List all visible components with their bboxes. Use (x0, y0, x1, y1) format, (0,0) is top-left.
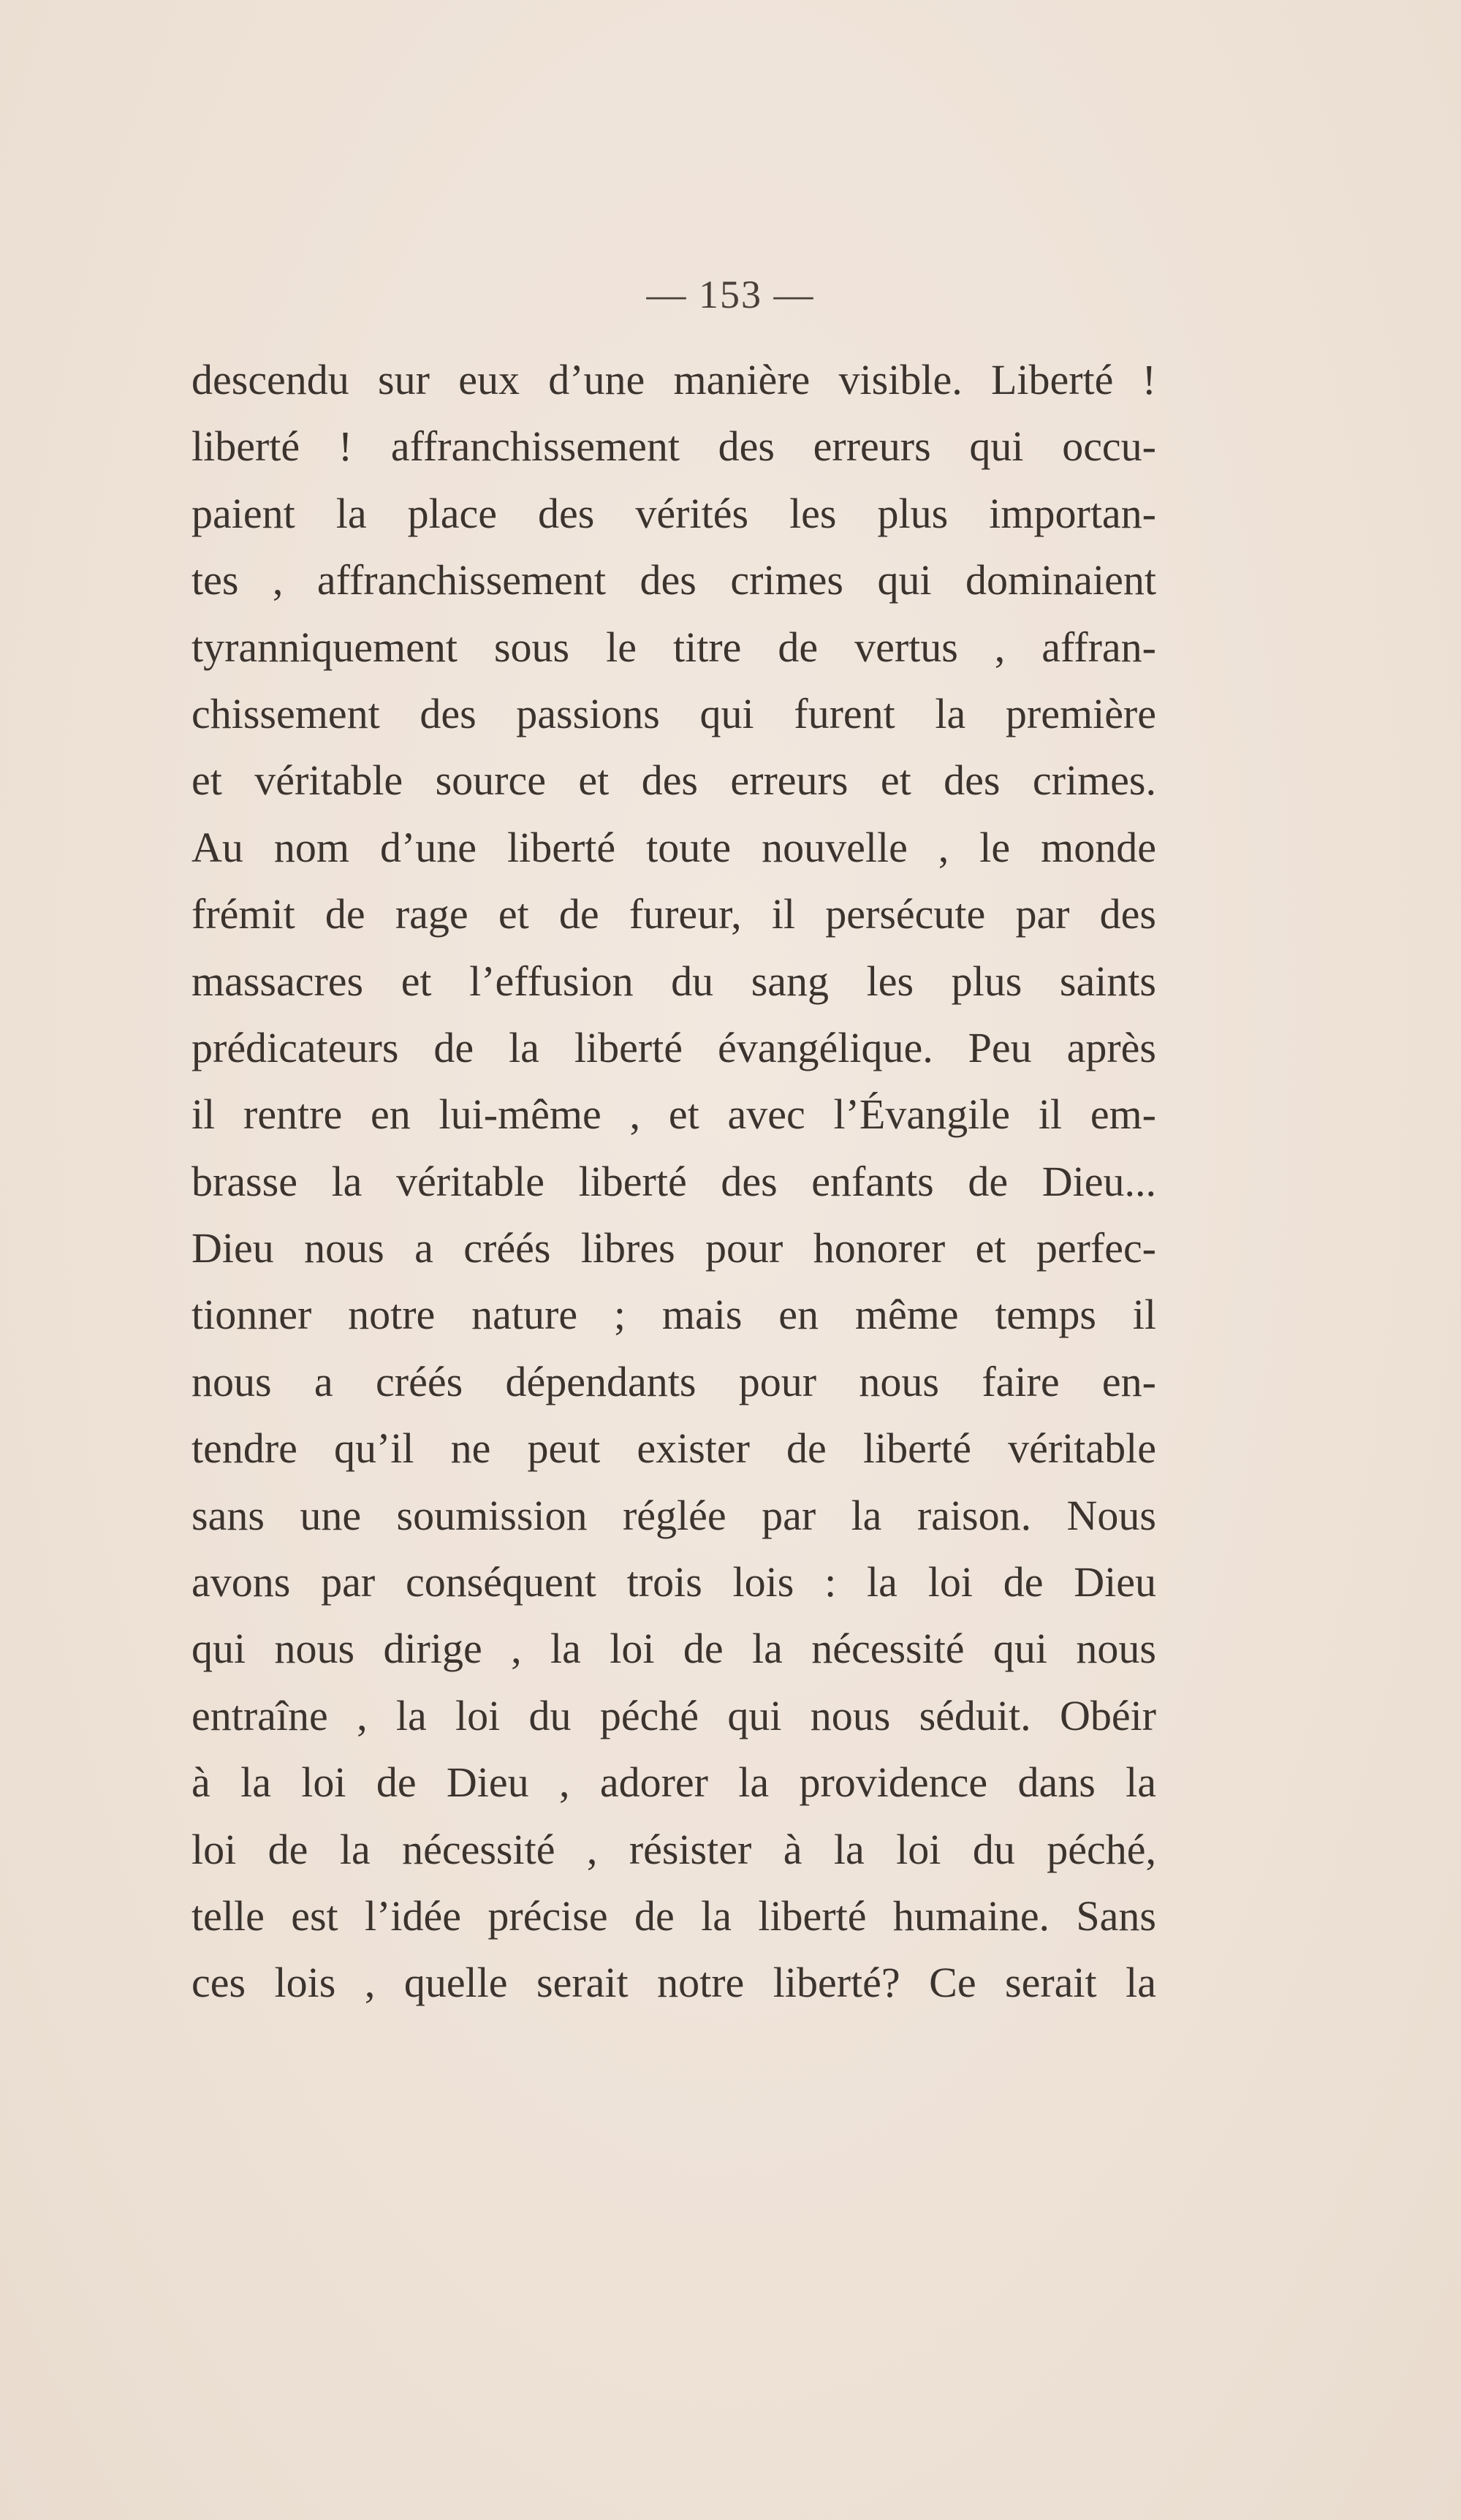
text-line: nous a créés dépendants pour nous faire en- (191, 1357, 1156, 1405)
text-line: liberté ! affranchissement des erreurs qui occu- (191, 422, 1156, 471)
text-line: loi de la nécessité , résister à la loi du péché, (191, 1825, 1156, 1873)
text-line: qui nous dirige , la loi de la nécessité qui nous (191, 1625, 1156, 1673)
text-line: Au nom d’une liberté toute nouvelle , le monde (191, 823, 1156, 871)
text-line: tendre qu’il ne peut exister de liberté véritable (191, 1424, 1156, 1473)
text-line: entraîne , la loi du péché qui nous séduit. Obéir (191, 1691, 1156, 1739)
text-line: prédicateurs de la liberté évangélique. Peu après (191, 1023, 1156, 1071)
text-line: et véritable source et des erreurs et des crimes. (191, 756, 1156, 805)
text-line: chissement des passions qui furent la première (191, 689, 1156, 737)
text-line: paient la place des vérités les plus importan- (191, 489, 1156, 537)
text-line: telle est l’idée précise de la liberté humaine. Sans (191, 1891, 1156, 1940)
text-line: Dieu nous a créés libres pour honorer et perfec- (191, 1224, 1156, 1272)
text-line: descendu sur eux d’une manière visible. Liberté ! (191, 356, 1156, 403)
text-line: tes , affranchissement des crimes qui dominaient (191, 556, 1156, 604)
text-line: avons par conséquent trois lois : la loi de Dieu (191, 1558, 1156, 1606)
text-line: frémit de rage et de fureur, il persécute par des (191, 890, 1156, 938)
text-line: brasse la véritable liberté des enfants de Dieu... (191, 1157, 1156, 1205)
text-line: tionner notre nature ; mais en même temps il (191, 1291, 1156, 1339)
body-text (191, 346, 1156, 2016)
text-line: à la loi de Dieu , adorer la providence dans la (191, 1758, 1156, 1807)
text-line: ces lois , quelle serait notre liberté? Ce serait la (191, 1959, 1156, 2007)
text-line: tyranniquement sous le titre de vertus , affran- (191, 623, 1156, 671)
text-line: il rentre en lui-même , et avec l’Évangile il em- (191, 1090, 1156, 1139)
text-line: massacres et l’effusion du sang les plus saints (191, 957, 1156, 1005)
text-line: sans une soumission réglée par la raison. Nous (191, 1491, 1156, 1539)
page-number: — 153 — (646, 273, 815, 316)
